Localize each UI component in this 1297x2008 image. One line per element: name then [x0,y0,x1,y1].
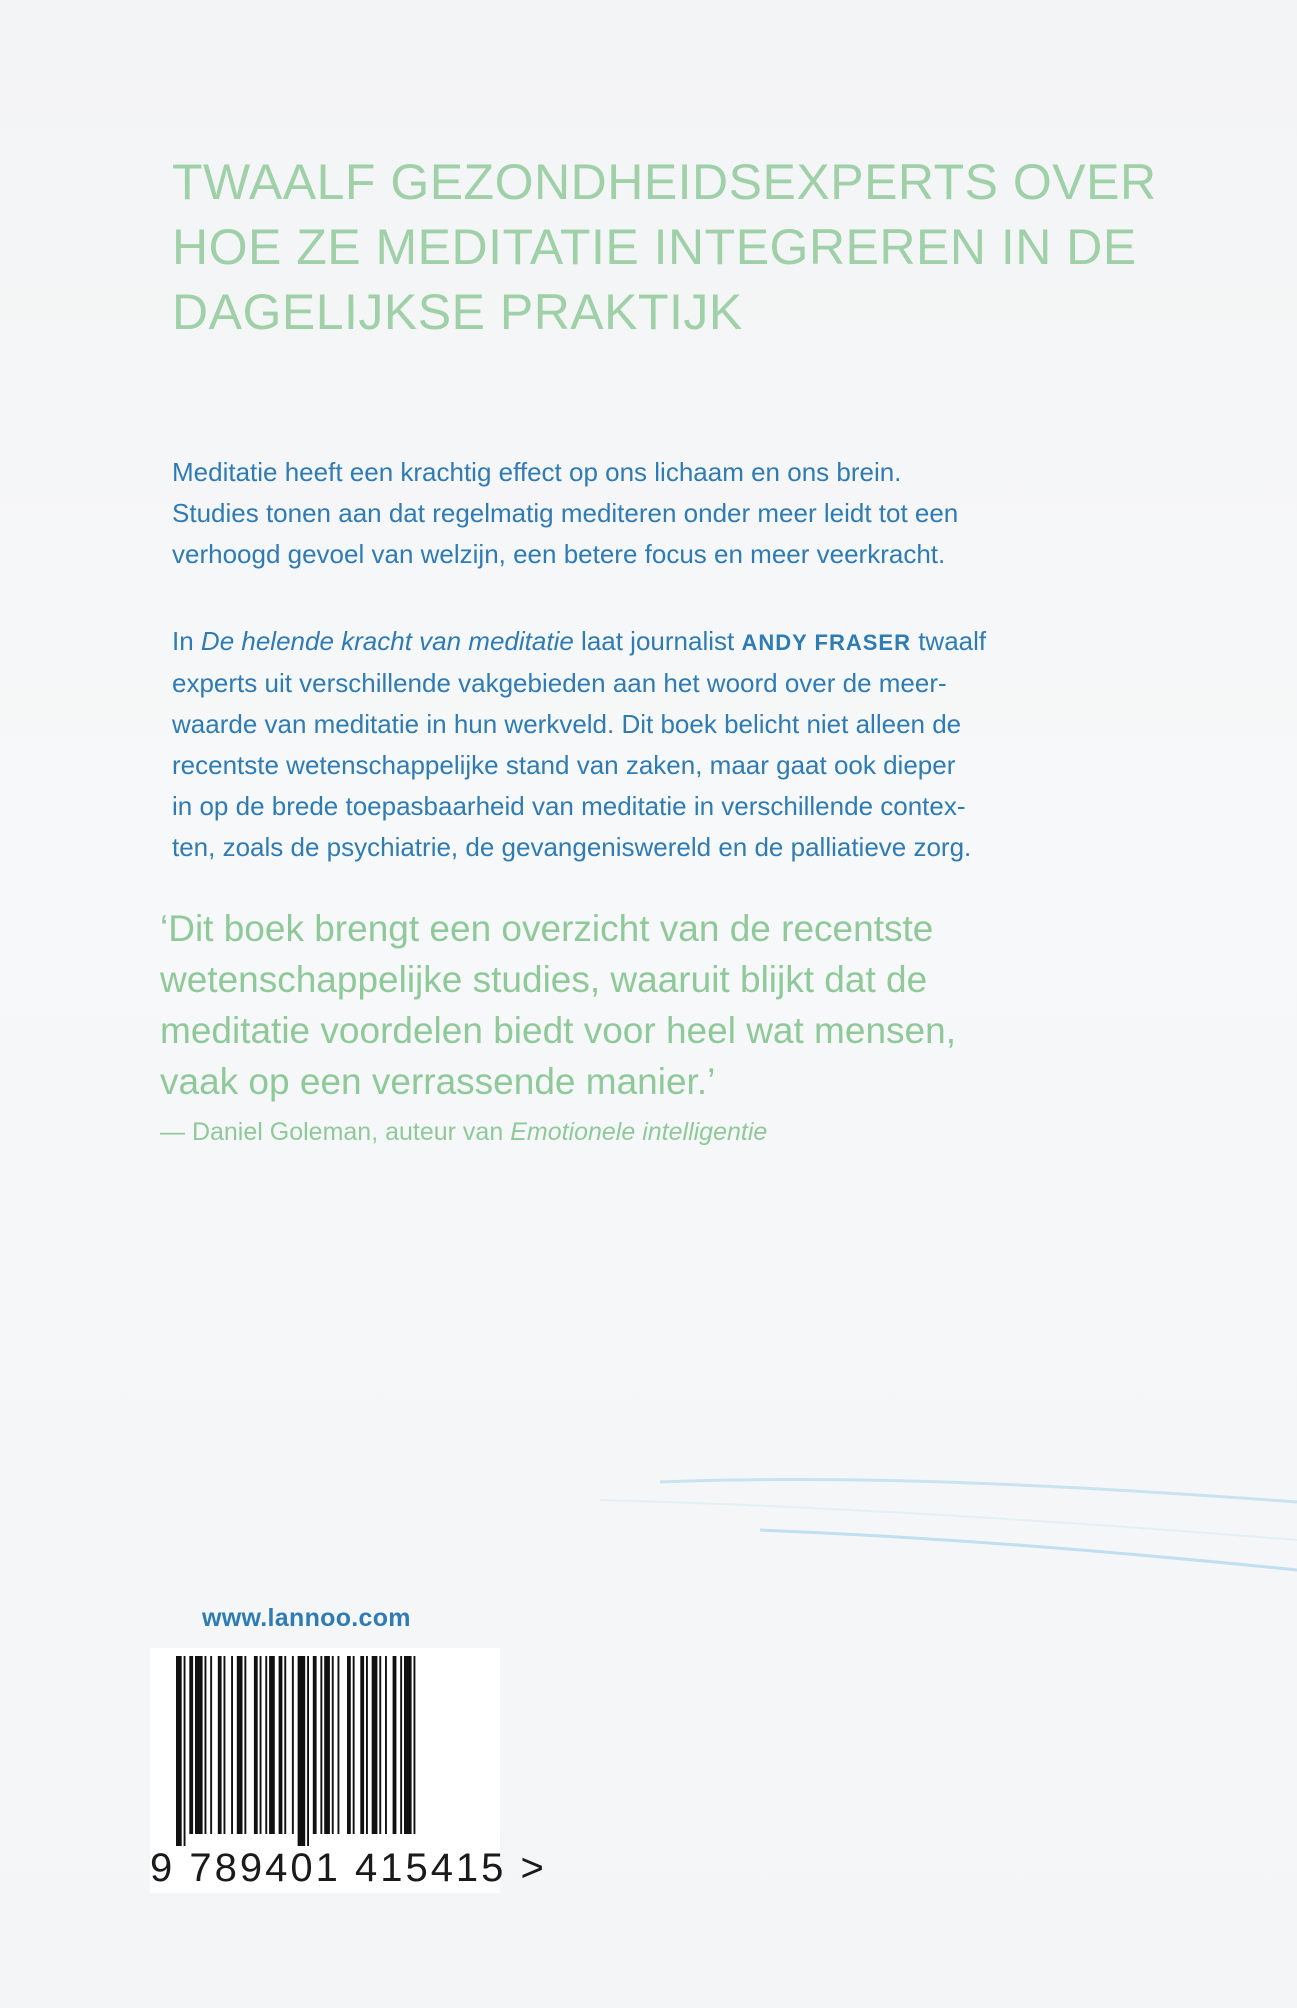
blurb-line: verhoogd gevoel van welzijn, een betere focus en meer veerkracht. [172,539,946,569]
barcode-bar [298,1656,306,1846]
barcode-bar [265,1656,267,1834]
barcode-bar [366,1656,368,1834]
wave-line-faint [600,1500,1297,1540]
barcode-bar [338,1656,340,1834]
barcode-bar [360,1656,364,1834]
barcode-bar [176,1656,182,1846]
barcode-bar [218,1656,222,1834]
barcode-bars [176,1656,476,1846]
book-title: De helende kracht van meditatie [200,626,574,656]
barcode-bar [292,1656,294,1834]
barcode-bar [269,1656,275,1834]
publisher-website[interactable]: www.lannoo.com [202,1604,411,1632]
headline-line: DAGELIJKSE PRAKTIJK [172,284,743,340]
endorsement-quote [160,903,1140,1107]
barcode-bar [353,1656,355,1834]
barcode-bar [393,1656,397,1834]
barcode-bar [224,1656,226,1834]
blurb-line: experts uit verschillende vakgebieden aan het woord over de meer- [172,668,947,698]
blurb-line: Meditatie heeft een krachtig effect op ons lichaam en ons brein. [172,457,902,487]
barcode-bar [237,1656,243,1834]
barcode-bar [385,1656,387,1834]
attribution-work: Emotionele intelligentie [510,1118,768,1146]
barcode-bar [210,1656,212,1834]
barcode-bar [279,1656,283,1834]
headline [172,150,1157,345]
barcode-bar [254,1656,258,1834]
barcode-bar [379,1656,381,1834]
author-name: ANDY FRASER [741,630,911,655]
barcode-bar [414,1656,416,1834]
blurb-line-first [172,621,1152,663]
blurb-line: waarde van meditatie in hun werkveld. Dit boek belicht niet alleen de [172,709,962,739]
barcode-bar [372,1656,378,1834]
blurb-line: Studies tonen aan dat regelmatig mediteren onder meer leidt tot een [172,498,959,528]
barcode-bar [260,1656,262,1834]
quote-line: ‘Dit boek brengt een overzicht van de recentste [160,908,934,949]
headline-line: TWAALF GEZONDHEIDSEXPERTS OVER [172,154,1157,210]
blurb-mid: laat journalist [573,626,742,656]
barcode-bar [332,1656,334,1834]
barcode-bar [195,1656,203,1834]
blurb-paragraph-2 [172,621,1152,868]
barcode-bar [347,1656,351,1834]
barcode-bar [313,1656,317,1834]
quote-line: wetenschappelijke studies, waaruit blijkt dat de [160,959,928,1000]
barcode-bar [189,1656,193,1834]
barcode-bar [284,1656,286,1834]
barcode-bar [400,1656,402,1834]
wave-line-upper [660,1479,1297,1502]
barcode-digits: 9 789401 415415 > [150,1846,547,1890]
barcode-bar [205,1656,207,1834]
attribution-prefix: — Daniel Goleman, auteur van [160,1118,511,1146]
quote-line: vaak op een verrassende manier.’ [160,1061,716,1102]
blurb-line: recentste wetenschappelijke stand van zaken, maar gaat ook dieper [172,750,956,780]
barcode-bar [231,1656,233,1834]
blurb-paragraph-1 [172,452,1152,575]
barcode-bar [324,1656,330,1834]
barcode-bar [244,1656,246,1834]
barcode-bar [184,1656,186,1846]
barcode-bar [404,1656,412,1834]
barcode-bar [320,1656,322,1834]
blurb-line: ten, zoals de psychiatrie, de gevangeniswereld en de palliatieve zorg. [172,832,972,862]
blurb-prefix: In [172,626,201,656]
blurb-line: in op de brede toepasbaarheid van meditatie in verschillende contex- [172,791,966,821]
wave-line-lower [760,1530,1297,1570]
blurb-suffix: twaalf [910,626,987,656]
quote-attribution [160,1115,767,1149]
quote-line: meditatie voordelen biedt voor heel wat mensen, [160,1010,956,1051]
headline-line: HOE ZE MEDITATIE INTEGREREN IN DE [172,219,1137,275]
barcode-bar [307,1656,309,1846]
